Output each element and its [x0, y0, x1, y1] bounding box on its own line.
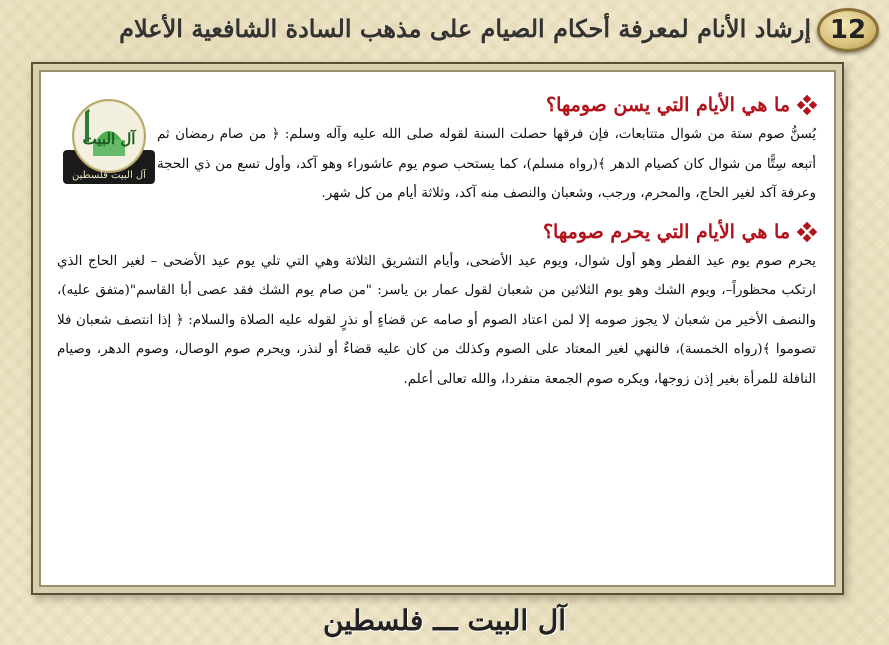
footer-title: آل البيت ـــ فلسطين: [322, 604, 567, 637]
question-heading: [57, 94, 816, 116]
question-text: ما هي الأيام التي يحرم صومها؟: [542, 220, 790, 243]
logo-top-text: آل البيت: [82, 130, 136, 148]
answer-paragraph: يُسنُّ صوم ستة من شوال متتابعات، فإن فرقها حصلت السنة لقوله صلى الله عليه وآله وسلم: ﴿ من صام رمضان ثم أتبعه سِتًّا من شوال كان كصيام الدهر ﴾(رواه مسلم)، كما يستحب صوم يوم عاشوراء وهو آكد، وأول تسع من ذي الحجة وعرفة آكد لغير الحاج، والمحرم، ورجب، وشعبان والنصف منه آكد، وثلاثة أيام من كل شهر.: [157, 127, 816, 201]
diamond-bullet-icon: [798, 223, 816, 241]
logo-bottom-text: آل البيت فلسطين: [72, 170, 146, 181]
section-recommended-fasting: [57, 94, 816, 209]
section-forbidden-fasting: [57, 221, 816, 395]
answer-paragraph: يحرم صوم يوم عيد الفطر وهو أول شوال، ويوم عيد الأضحى، وأيام التشريق الثلاثة وهي التي تلي يوم عيد الأضحى – لغير الحاج الذي ارتكب محظوراً–، ويوم الشك وهو يوم الثلاثين من شعبان لقول عمار بن ياسر: "من صام يوم الشك فقد عصى أبا القاسم"(متفق عليه)، والنصف الأخير من شعبان لا يجوز صومه إلا لمن اعتاد الصوم أو صامه عن قضاءٍ أو نذرٍ لقوله عليه الصلاة والسلام: ﴿ إذا انتصف شعبان فلا تصوموا ﴾(رواه الخمسة)، فالنهي لغير المعتاد على الصوم وكذلك من كان عليه قضاءٌ أو لنذر، ويحرم صوم الوصال، وصوم الدهر، وصيام النافلة للمرأة بغير إذن زوجها، ويكره صوم الجمعة منفردا، والله تعالى أعلم.: [57, 253, 816, 387]
content-body: [57, 94, 816, 394]
page-header-title: إرشاد الأنام لمعرفة أحكام الصيام على مذهب السادة الشافعية الأعلام: [119, 14, 811, 43]
content-panel: [39, 70, 836, 587]
question-text: ما هي الأيام التي يسن صومها؟: [546, 94, 790, 116]
question-heading: [57, 221, 816, 243]
diamond-bullet-icon: [798, 96, 816, 114]
page-number-badge: 12: [817, 8, 879, 52]
